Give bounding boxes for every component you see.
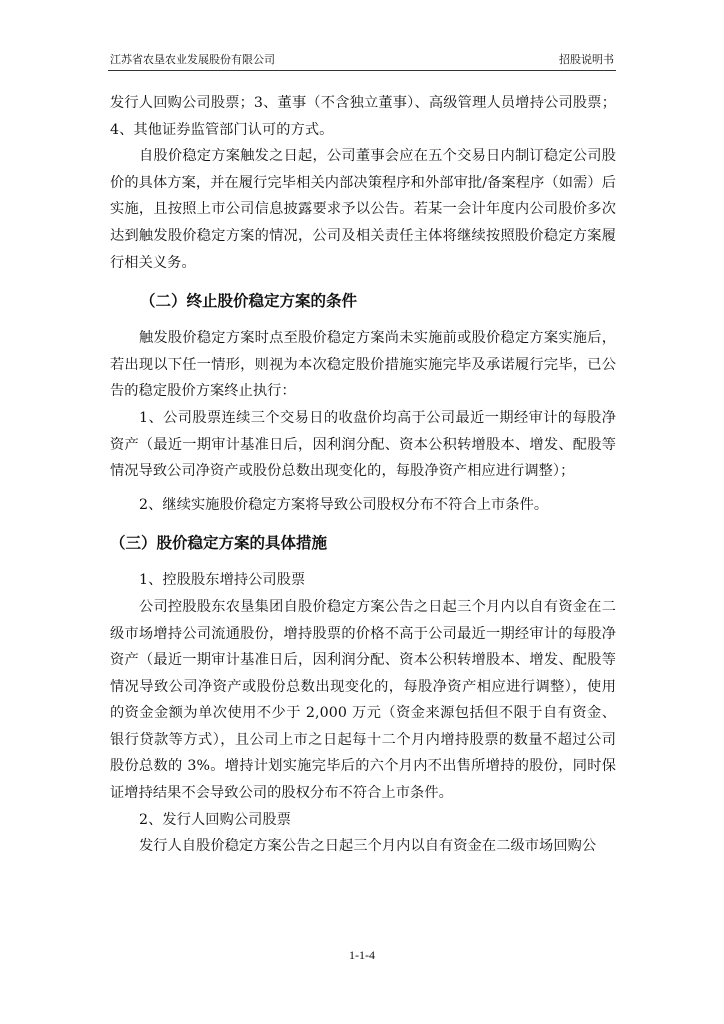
paragraph-termination-condition-1: 1、公司股票连续三个交易日的收盘价均高于公司最近一期经审计的每股净资产（最近一期审计基准日后，因利润分配、资本公积转增股本、增发、配股等情况导致公司净资产或股份总数出现变化的，每股净资产相应进行调整）； <box>110 409 616 480</box>
paragraph-trigger-procedure: 自股价稳定方案触发之日起，公司董事会应在五个交易日内制订稳定公司股价的具体方案，并在履行完毕相关内部决策程序和外部审批/备案程序（如需）后实施，且按照上市公司信息披露要求予以公告。若某一会计年度内公司股价多次达到触发股价稳定方案的情况，公司及相关责任主体将继续按照股价稳定方案履行相关义务。 <box>110 148 616 271</box>
paragraph-measure-1-detail: 公司控股股东农垦集团自股价稳定方案公告之日起三个月内以自有资金在二级市场增持公司流通股份，增持股票的价格不高于公司最近一期经审计的每股净资产（最近一期审计基准日后，因利润分配、资本公积转增股本、增发、配股等情况导致公司净资产或股份总数出现变化的，每股净资产相应进行调整），使用的资金金额为单次使用不少于 2,000 万元（资金来源包括但不限于自有资金、银行贷款等方式），且公司上市之日起每十二个月内增持股票的数量不超过公司股份总数的 3%。增持计划实施完毕后的六个月内不出售所增持的股份，同时保证增持结果不会导致公司的股权分布不符合上市条件。 <box>110 598 616 802</box>
paragraph-measure-2-detail: 发行人自股价稳定方案公告之日起三个月内以自有资金在二级市场回购公 <box>139 838 597 855</box>
section-heading-specific-measures: （三）股价稳定方案的具体措施 <box>110 534 328 553</box>
section-heading-termination-conditions: （二）终止股价稳定方案的条件 <box>140 292 358 311</box>
paragraph-termination-intro: 触发股价稳定方案时点至股价稳定方案尚未实施前或股价稳定方案实施后，若出现以下任一情形，则视为本次稳定股价措施实施完毕及承诺履行完毕，已公告的稳定股价方案终止执行： <box>110 330 616 400</box>
page-body <box>110 90 616 860</box>
paragraph-termination-condition-2: 2、继续实施股价稳定方案将导致公司股权分布不符合上市条件。 <box>139 496 549 513</box>
page-number: 1-1-4 <box>349 948 375 962</box>
paragraph-measure-1-title: 1、控股股东增持公司股票 <box>139 572 306 589</box>
paragraph-stabilization-methods: 发行人回购公司股票；3、董事（不含独立董事）、高级管理人员增持公司股票；4、其他证券监管部门认可的方式。 <box>110 95 616 138</box>
paragraph-measure-2-title: 2、发行人回购公司股票 <box>139 811 292 828</box>
header-document-type: 招股说明书 <box>559 53 614 66</box>
header-company-name: 江苏省农垦农业发展股份有限公司 <box>110 53 275 66</box>
page-header <box>108 50 616 71</box>
